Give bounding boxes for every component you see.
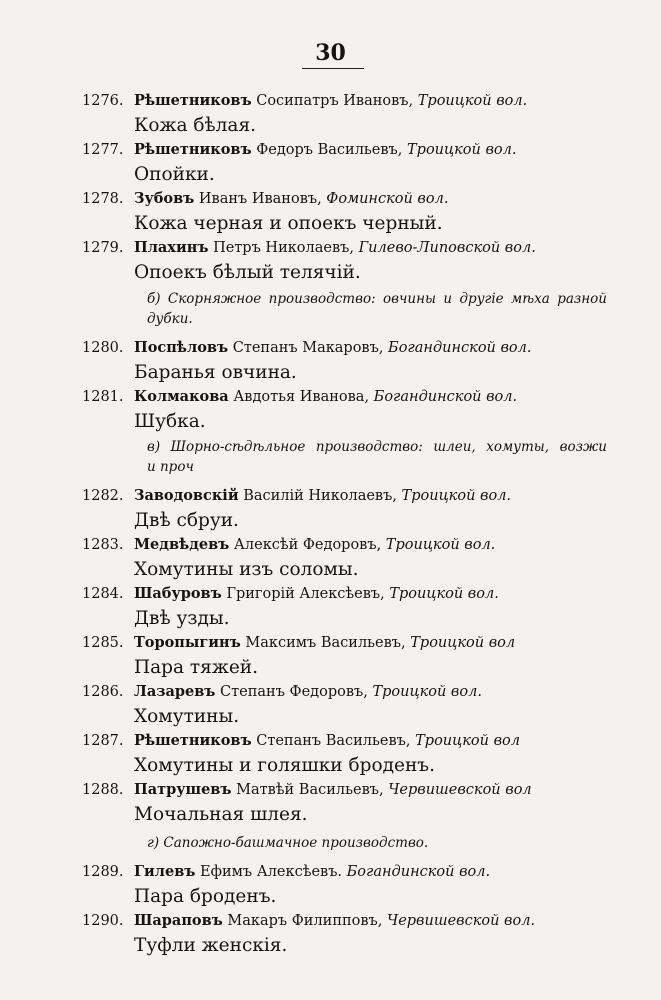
entry-given-name: Ефимъ Алексѣевъ. [200,864,343,880]
entry-volost: Троицкой вол. [385,537,496,553]
entry-given-name: Иванъ Ивановъ, [198,191,322,207]
entry-number: 1289. [82,864,124,880]
section-heading-shoes [147,833,607,853]
entry-item: Двѣ сбруи. [134,510,239,531]
entry-given-name: Степанъ Васильевъ, [256,733,411,749]
entry-volost: Троицкой вол. [389,586,499,602]
entry-given-name: Степанъ Макаровъ, [232,340,384,356]
entry-surname: Патрушевъ [134,781,232,798]
entry-number: 1288. [82,782,124,798]
entry-surname: Колмакова [134,388,229,405]
entry-item: Хомутины изъ соломы. [134,559,359,580]
entry-item: Кожа бѣлая. [134,115,257,136]
entry-surname: Лазаревъ [134,683,216,700]
entry-volost: Гилево-Липовской вол. [358,240,536,256]
entry-item: Пара тяжей. [134,657,258,678]
entry-given-name: Максимъ Васильевъ, [245,635,406,651]
entry-item: Хомутины. [134,706,240,727]
entry-number: 1282. [82,488,124,504]
section-heading-line: дубки. [147,311,193,327]
entry-item: Опойки. [134,164,215,185]
entry-number: 1278. [82,191,124,207]
entry-item: Опоекъ бѣлый телячій. [134,262,361,283]
entry-item: Двѣ узды. [134,608,230,629]
entry-given-name: Федоръ Васильевъ, [256,142,403,158]
section-heading-line: и проч [147,459,194,475]
entry-given-name: Алексѣй Федоровъ, [233,537,382,553]
entry-volost: Богандинской вол. [373,389,518,405]
entry-surname: Гилевъ [134,863,196,880]
entry-given-name: Матвѣй Васильевъ, [236,782,384,798]
entry-given-name: Григорій Алексѣевъ, [226,586,385,602]
entry-volost: Троицкой вол. [417,93,528,109]
entry-number: 1277. [82,142,124,158]
entry-surname: Шабуровъ [134,585,222,602]
page-number: 30 [315,40,346,66]
entry-given-name: Василій Николаевъ, [243,488,397,504]
entry-number: 1285. [82,635,124,651]
entry-volost: Троицкой вол. [407,142,517,158]
entry-surname: Плахинъ [134,239,209,256]
entry-number: 1281. [82,389,124,405]
entry-surname: Рѣшетниковъ [134,141,252,158]
entry-surname: Шараповъ [134,912,223,929]
entry-volost: Богандинской вол. [388,340,532,356]
entry-number: 1279. [82,240,124,256]
entry-item: Пара броденъ. [134,886,277,907]
entry-volost: Троицкой вол [415,733,520,749]
entry-item: Туфли женскія. [134,935,288,956]
entry-given-name: Макаръ Филипповъ, [227,913,383,929]
entry-surname: Зубовъ [134,190,195,207]
entry-item: Шубка. [134,411,206,432]
entry-item: Мочальная шлея. [134,804,308,825]
entry-surname: Медвѣдевъ [134,536,230,553]
entry-number: 1287. [82,733,124,749]
entry-item: Кожа черная и опоекъ черный. [134,213,443,234]
page-number-rule [302,68,364,69]
entry-number: 1276. [82,93,124,109]
section-heading-line: в) Шорно-сѣдѣльное производство: шлеи, хомуты, возжи [147,439,607,455]
entry-number: 1286. [82,684,124,700]
section-heading-line: г) Сапожно-башмачное производство. [147,835,429,851]
entry-given-name: Авдотья Иванова, [233,389,370,405]
entry-volost: Фоминской вол. [326,191,449,207]
entry-number: 1283. [82,537,124,553]
entry-surname: Заводовскій [134,487,239,504]
entry-given-name: Сосипатръ Ивановъ, [256,93,414,109]
section-heading-line: б) Скорняжное производство: овчины и другіе мѣха разной [147,291,607,307]
entry-surname: Рѣшетниковъ [134,732,252,749]
entry-given-name: Степанъ Федоровъ, [220,684,368,700]
entry-surname: Рѣшетниковъ [134,92,252,109]
entry-number: 1284. [82,586,124,602]
section-heading-fur [147,289,607,329]
entry-number: 1280. [82,340,124,356]
entry-number: 1290. [82,913,124,929]
entry-volost: Богандинской вол. [346,864,491,880]
section-heading-harness [147,437,607,477]
entry-item: Хомутины и голяшки броденъ. [134,755,435,776]
entry-volost: Червишевской вол. [386,913,536,929]
entry-surname: Торопыгинъ [134,634,241,651]
entry-volost: Червишевской вол [388,782,532,798]
entry-volost: Троицкой вол [410,635,516,651]
entry-given-name: Петръ Николаевъ, [213,240,354,256]
entry-volost: Троицкой вол. [372,684,482,700]
entry-item: Баранья овчина. [134,362,297,383]
entry-volost: Троицкой вол. [401,488,512,504]
entry-surname: Поспѣловъ [134,339,229,356]
